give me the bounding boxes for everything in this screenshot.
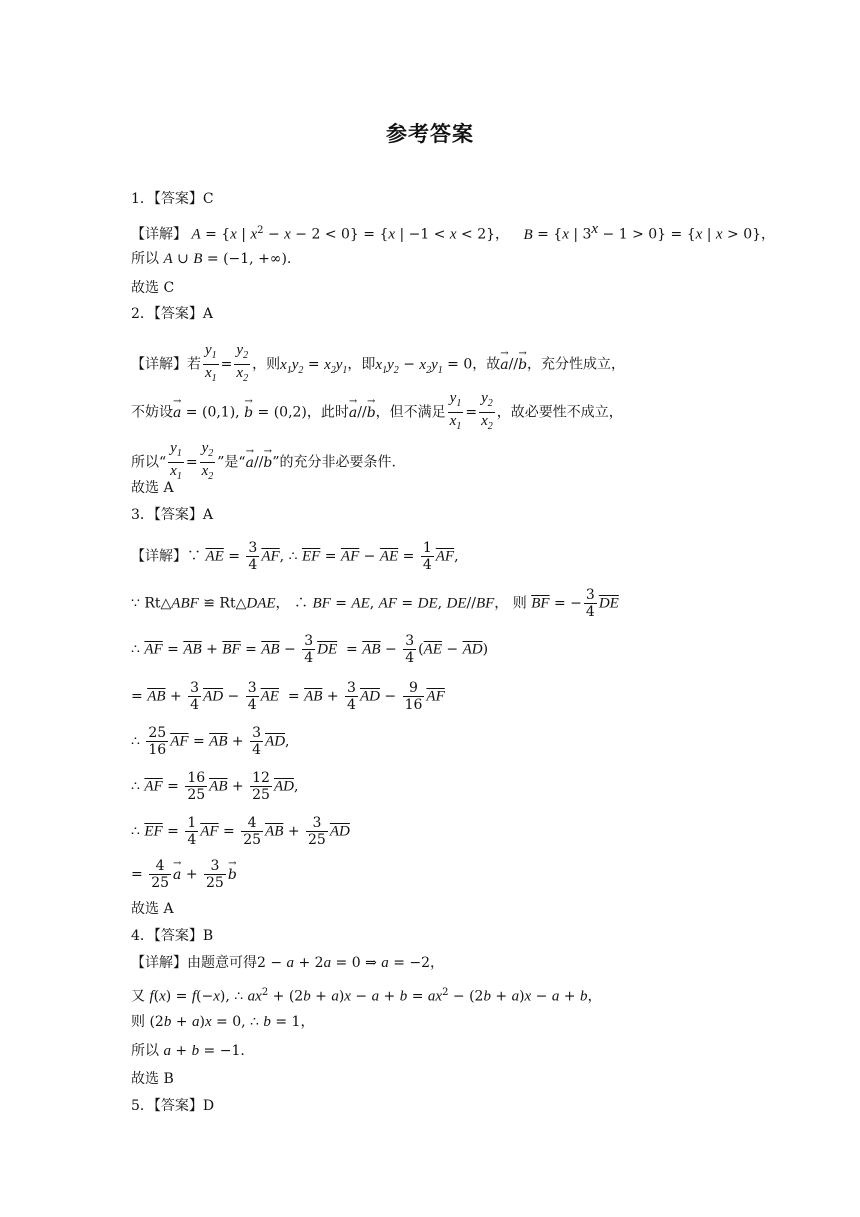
q3-detail-6: ∴ $\overline{AF}$ = $\frac{16}{25}$ $\overline{AB}$ + $\frac{12}{25}$ $\overline{AD}$, (131, 770, 299, 803)
q1-answer: 1．【答案】C (131, 191, 214, 207)
q3-detail-8: = $\frac{4}{25}$ → a + $\frac{3}{25}$ → b (131, 858, 237, 891)
q1-conclusion: 所以 A ∪ B = (−1, +∞). (131, 251, 292, 267)
q3-detail-2: ∵ Rt△ABF ≌ Rt△DAE， ∴ BF = AE, AF = DE, DE//BF， 则 $\overline{BF}$ = − $\frac{3}{4}$ $\overline{DE}$ (131, 587, 619, 620)
page-title: 参考答案 (386, 122, 474, 146)
q3-answer: 3．【答案】A (131, 507, 214, 523)
q4-choose: 故选 B (131, 1071, 174, 1087)
q4-detail-2: 又 f(x) = f(−x), ∴ $ax^2 + (2b + a)x - a + b = ax^2 - (2b + a)x - a + b$， (131, 987, 602, 1005)
q2-choose: 故选 A (131, 480, 174, 496)
q4-detail-1: 【详解】由题意可得2 − a + 2a = 0 ⇒ a = −2， (131, 955, 445, 971)
q3-detail-1: 【详解】∵ $\overline{AE}$ = $\frac{3}{4}$ $\overline{AF}$, ∴ $\overline{EF} = \overline{AF} - \overline{AE}$ = $\frac{1}{4}$ $\overline{AF}$, (131, 540, 459, 573)
q1-choose: 故选 C (131, 280, 175, 296)
q2-conclusion: 所以“ $\frac{y_1}{x_1}$ = $\frac{y_2}{x_2}$ ”是“→ a//→ b”的充分非必要条件. (131, 440, 396, 485)
q3-choose: 故选 A (131, 901, 174, 917)
q4-detail-3: 则 (2b + a)x = 0, ∴ b = 1， (131, 1014, 315, 1030)
q4-answer: 4．【答案】B (131, 928, 214, 944)
q4-conclusion: 所以 a + b = −1. (131, 1043, 245, 1059)
q2-answer: 2．【答案】A (131, 306, 214, 322)
q5-answer: 5．【答案】D (131, 1098, 215, 1114)
q2-detail: 【详解】若 $\frac{y_1}{x_1}$ = $\frac{y_2}{x_2}$ ，则$x_1y_2 = x_2y_1$，即$x_1y_2 - x_2y_1 = 0$，故→ a//→ b，充分性成立， (131, 342, 625, 387)
q3-detail-7: ∴ $\overline{EF}$ = $\frac{1}{4}$ $\overline{AF}$ = $\frac{4}{25}$ $\overline{AB}$ + $\frac{3}{25}$ $\overline{AD}$ (131, 815, 350, 848)
q3-detail-3: ∴ $\overline{AF} = \overline{AB} + \overline{BF} = \overline{AB}$ − $\frac{3}{4}$ $\overline{DE} = \overline{AB}$ − $\frac{3}{4}$ $(\overline{AE} - \overline{AD})$ (131, 633, 489, 666)
q2-counterexample: 不妨设→ a = (0,1), → b = (0,2)，此时→ a//→ b，但不满足 $\frac{y_1}{x_1}$ = $\frac{y_2}{x_2}$ ，故必要性不成立， (131, 390, 623, 435)
q3-detail-4: = $\overline{AB}$ + $\frac{3}{4}$ $\overline{AD}$ − $\frac{3}{4}$ $\overline{AE} = \overline{AB}$ + $\frac{3}{4}$ $\overline{AD}$ − $\frac{9}{16}$ $\overline{AF}$ (131, 680, 445, 713)
q3-detail-5: ∴ $\frac{25}{16}$ $\overline{AF} = \overline{AB}$ + $\frac{3}{4}$ $\overline{AD}$, (131, 725, 290, 758)
q1-detail: 【详解】 A = {x | $x^2 - x - 2 < 0\} = \{x$ | −1 < x < 2}， B = {x | $3^x - 1 > 0\} = \{x$ | x > 0}， (131, 221, 776, 243)
